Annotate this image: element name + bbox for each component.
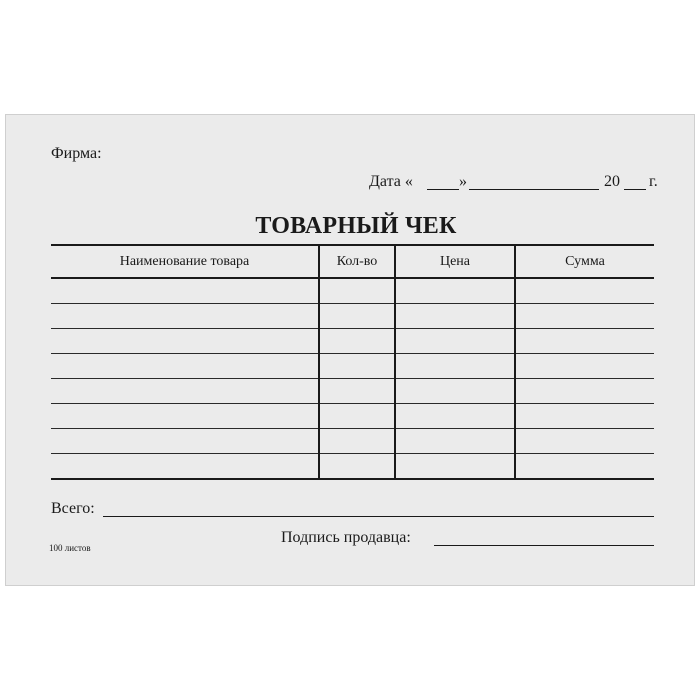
cell-qty[interactable]	[319, 404, 395, 429]
column-header-name: Наименование товара	[51, 245, 319, 278]
table-row	[51, 278, 654, 304]
cell-name[interactable]	[51, 354, 319, 379]
signature-label: Подпись продавца:	[281, 529, 411, 546]
table-row	[51, 379, 654, 404]
cell-qty[interactable]	[319, 429, 395, 454]
column-header-qty: Кол-во	[319, 245, 395, 278]
cell-qty[interactable]	[319, 379, 395, 404]
cell-price[interactable]	[395, 329, 515, 354]
cell-sum[interactable]	[515, 404, 654, 429]
sheets-count: 100 листов	[49, 543, 91, 553]
cell-price[interactable]	[395, 454, 515, 480]
cell-sum[interactable]	[515, 278, 654, 304]
month-blank[interactable]	[469, 189, 599, 190]
table-row	[51, 329, 654, 354]
total-label: Всего:	[51, 500, 95, 517]
cell-price[interactable]	[395, 429, 515, 454]
total-blank[interactable]	[103, 516, 654, 517]
receipt-form	[5, 114, 695, 586]
cell-sum[interactable]	[515, 354, 654, 379]
goods-table-body	[51, 278, 654, 479]
cell-qty[interactable]	[319, 454, 395, 480]
cell-price[interactable]	[395, 354, 515, 379]
table-row	[51, 304, 654, 329]
goods-table	[51, 244, 654, 480]
cell-qty[interactable]	[319, 329, 395, 354]
firm-label: Фирма:	[51, 145, 102, 162]
column-header-sum: Сумма	[515, 245, 654, 278]
cell-name[interactable]	[51, 404, 319, 429]
date-row	[369, 173, 669, 193]
date-label: Дата «	[369, 173, 413, 190]
year-suffix: г.	[649, 173, 658, 190]
form-title: ТОВАРНЫЙ ЧЕК	[255, 213, 457, 239]
cell-sum[interactable]	[515, 429, 654, 454]
cell-name[interactable]	[51, 454, 319, 480]
cell-name[interactable]	[51, 379, 319, 404]
cell-qty[interactable]	[319, 304, 395, 329]
year-prefix: 20	[604, 173, 620, 190]
cell-name[interactable]	[51, 304, 319, 329]
cell-price[interactable]	[395, 304, 515, 329]
cell-name[interactable]	[51, 429, 319, 454]
column-header-price: Цена	[395, 245, 515, 278]
cell-name[interactable]	[51, 329, 319, 354]
cell-sum[interactable]	[515, 304, 654, 329]
table-row	[51, 454, 654, 480]
cell-qty[interactable]	[319, 354, 395, 379]
date-close-quote: »	[459, 173, 467, 190]
year-blank[interactable]	[624, 189, 646, 190]
cell-name[interactable]	[51, 278, 319, 304]
table-row	[51, 354, 654, 379]
cell-price[interactable]	[395, 404, 515, 429]
table-header-row	[51, 245, 654, 278]
cell-sum[interactable]	[515, 379, 654, 404]
table-row	[51, 404, 654, 429]
cell-price[interactable]	[395, 379, 515, 404]
cell-qty[interactable]	[319, 278, 395, 304]
signature-blank[interactable]	[434, 545, 654, 546]
cell-price[interactable]	[395, 278, 515, 304]
cell-sum[interactable]	[515, 454, 654, 480]
table-row	[51, 429, 654, 454]
day-blank[interactable]	[427, 189, 459, 190]
cell-sum[interactable]	[515, 329, 654, 354]
